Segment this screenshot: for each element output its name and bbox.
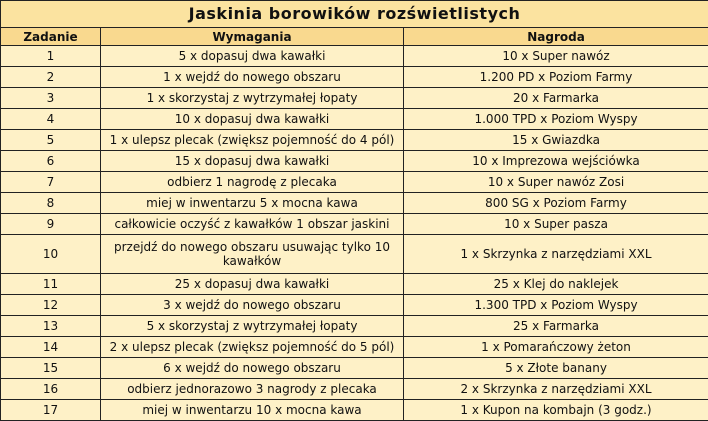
table-row <box>1 88 708 109</box>
reward: 800 SG x Poziom Farmy <box>404 193 708 214</box>
requirement: 10 x dopasuj dwa kawałki <box>101 109 404 130</box>
header-zadanie: Zadanie <box>1 28 101 46</box>
reward: 10 x Imprezowa wejściówka <box>404 151 708 172</box>
reward: 1 x Kupon na kombajn (3 godz.) <box>404 400 708 421</box>
requirement: 1 x ulepsz plecak (zwiększ pojemność do 4 pól) <box>101 130 404 151</box>
table-row <box>1 67 708 88</box>
task-number: 9 <box>1 214 101 235</box>
task-number: 7 <box>1 172 101 193</box>
requirement: 2 x ulepsz plecak (zwiększ pojemność do 5 pól) <box>101 337 404 358</box>
table-row <box>1 109 708 130</box>
requirement: miej w inwentarzu 5 x mocna kawa <box>101 193 404 214</box>
reward: 10 x Super nawóz Zosi <box>404 172 708 193</box>
task-number: 13 <box>1 316 101 337</box>
task-number: 17 <box>1 400 101 421</box>
table-row <box>1 46 708 67</box>
table-row <box>1 151 708 172</box>
reward: 1.000 TPD x Poziom Wyspy <box>404 109 708 130</box>
table-row <box>1 274 708 295</box>
table-row <box>1 214 708 235</box>
reward: 1.200 PD x Poziom Farmy <box>404 67 708 88</box>
header-row <box>1 28 708 46</box>
table-row <box>1 337 708 358</box>
reward: 1 x Skrzynka z narzędziami XXL <box>404 235 708 274</box>
task-number: 15 <box>1 358 101 379</box>
task-number: 4 <box>1 109 101 130</box>
reward: 20 x Farmarka <box>404 88 708 109</box>
reward: 15 x Gwiazdka <box>404 130 708 151</box>
reward: 10 x Super pasza <box>404 214 708 235</box>
requirement: 3 x wejdź do nowego obszaru <box>101 295 404 316</box>
table-row <box>1 193 708 214</box>
title-row <box>1 1 708 28</box>
table-row <box>1 316 708 337</box>
table-row <box>1 130 708 151</box>
task-number: 5 <box>1 130 101 151</box>
header-nagroda: Nagroda <box>404 28 708 46</box>
table-row <box>1 172 708 193</box>
requirement: 1 x wejdź do nowego obszaru <box>101 67 404 88</box>
requirement: 5 x skorzystaj z wytrzymałej łopaty <box>101 316 404 337</box>
task-number: 14 <box>1 337 101 358</box>
table-title: Jaskinia borowików rozświetlistych <box>1 1 708 28</box>
task-number: 8 <box>1 193 101 214</box>
requirement: całkowicie oczyść z kawałków 1 obszar jaskini <box>101 214 404 235</box>
requirement: odbierz jednorazowo 3 nagrody z plecaka <box>101 379 404 400</box>
task-number: 11 <box>1 274 101 295</box>
task-number: 6 <box>1 151 101 172</box>
task-number: 10 <box>1 235 101 274</box>
table-row <box>1 358 708 379</box>
table-row <box>1 400 708 421</box>
requirement: 15 x dopasuj dwa kawałki <box>101 151 404 172</box>
reward: 10 x Super nawóz <box>404 46 708 67</box>
table-row <box>1 379 708 400</box>
requirement: 25 x dopasuj dwa kawałki <box>101 274 404 295</box>
header-wymagania: Wymagania <box>101 28 404 46</box>
reward: 25 x Klej do naklejek <box>404 274 708 295</box>
reward: 1.300 TPD x Poziom Wyspy <box>404 295 708 316</box>
table-row <box>1 295 708 316</box>
reward: 25 x Farmarka <box>404 316 708 337</box>
task-number: 3 <box>1 88 101 109</box>
reward: 5 x Złote banany <box>404 358 708 379</box>
requirement: miej w inwentarzu 10 x mocna kawa <box>101 400 404 421</box>
reward: 2 x Skrzynka z narzędziami XXL <box>404 379 708 400</box>
requirement: przejdź do nowego obszaru usuwając tylko 10 kawałków <box>101 235 404 274</box>
table-row <box>1 235 708 274</box>
requirement: 5 x dopasuj dwa kawałki <box>101 46 404 67</box>
task-number: 12 <box>1 295 101 316</box>
requirement: 1 x skorzystaj z wytrzymałej łopaty <box>101 88 404 109</box>
task-number: 1 <box>1 46 101 67</box>
reward: 1 x Pomarańczowy żeton <box>404 337 708 358</box>
task-number: 2 <box>1 67 101 88</box>
requirement: 6 x wejdź do nowego obszaru <box>101 358 404 379</box>
requirement: odbierz 1 nagrodę z plecaka <box>101 172 404 193</box>
task-number: 16 <box>1 379 101 400</box>
